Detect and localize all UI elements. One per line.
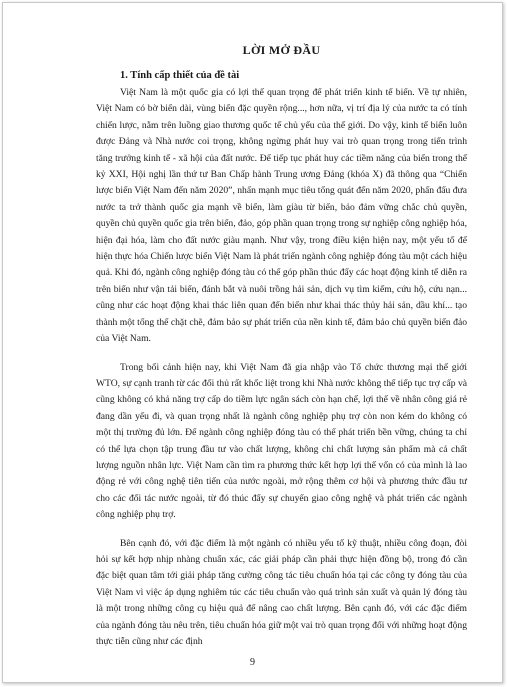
document-page [2,2,503,683]
section-heading: 1. Tính cấp thiết của đề tài [120,70,240,81]
paragraph-3: Bên cạnh đó, với đặc điểm là một ngành có nhiều yếu tố kỹ thuật, nhiều công đoạn, đòi hỏi sự kết hợp nhịp nhàng chuẩn xác, các giải pháp cần phải thực hiện đồng bộ, trong đó cần đặc biệt quan tâm tới giải pháp tăng cường công tác tiêu chuẩn hóa tại các công ty đóng tàu của Việt Nam vì việc áp dụng nghiêm túc các tiêu chuẩn vào quá trình sản xuất và quản lý đóng tàu là một trong những công cụ hiệu quả để nâng cao chất lượng. Bên cạnh đó, với các đặc điểm của ngành đóng tàu nêu trên, tiêu chuẩn hóa giữ một vai trò quan trọng đối với những hoạt động thực tiễn cũng như các định [96,537,467,647]
page-title: LỜI MỞ ĐẦU [242,43,321,57]
paragraph-1: Việt Nam là một quốc gia có lợi thế quan trọng để phát triển kinh tế biển. Về tự nhiên, Việt Nam có bờ biển dài, vùng biển đặc quyền rộng..., hơn nữa, vị trí địa lý của nước ta có tính chiến lược, nằm trên luồng giao thương quốc tế chủ yếu của thế giới. Do vậy, kinh tế biển luôn được Đảng và Nhà nước coi trọng, không ngừng phát huy vai trò quan trọng trong tiến trình tăng trưởng kinh tế - xã hội của đất nước. Để tiếp tục phát huy các tiềm năng của biển trong thế kỷ XXI, Hội nghị lần thứ tư Ban Chấp hành Trung ương Đảng (khóa X) đã thông qua “Chiến lược biển Việt Nam đến năm 2020”, nhấn mạnh mục tiêu tổng quát đến năm 2020, phấn đấu đưa nước ta trở thành quốc gia mạnh về biển, làm giàu từ biển, bảo đảm vững chắc chủ quyền, quyền chủ quyền quốc gia trên biển, đảo, góp phần quan trọng trong sự nghiệp công nghiệp hóa, hiện đại hóa, làm cho đất nước giàu mạnh. Như vậy, trong điều kiện hiện nay, một yếu tố để hiện thực hóa Chiến lược biển Việt Nam là phát triển ngành công nghiệp đóng tàu một cách hiệu quả. Khi đó, ngành công nghiệp đóng tàu có thể góp phần thúc đẩy các hoạt động kinh tế diễn ra trên biển như vận tải biển, đánh bắt và nuôi trồng hải sản, dịch vụ tìm kiếm, cứu hộ, cứu nạn... cũng như các hoạt động khai thác liên quan đến biển như khai thác thủy hải sản, dầu khí... tạo thành một tổng thể chặt chẽ, đảm bảo sự phát triển của nền kinh tế, đảm bảo chủ quyền biển đảo của Việt Nam. [96,87,467,345]
paragraph-2: Trong bối cảnh hiện nay, khi Việt Nam đã gia nhập vào Tổ chức thương mại thế giới WTO, sự cạnh tranh từ các đối thủ rất khốc liệt trong khi Nhà nước không thể tiếp tục trợ cấp và cũng không có khả năng trợ cấp do tiềm lực ngân sách còn hạn chế, lợi thế về nhân công giá rẻ đang dần yếu đi, và quan trọng nhất là ngành công nghiệp phụ trợ còn non kém do không có một thị trường đủ lớn. Để ngành công nghiệp đóng tàu có thể phát triển bền vững, chúng ta chỉ có thể lựa chọn tập trung đầu tư vào chất lượng, không chỉ chất lượng sản phẩm mà cả chất lượng nguồn nhân lực. Việt Nam cần tìm ra phương thức kết hợp lợi thế vốn có của mình là lao động rẻ với công nghệ tiên tiến của nước ngoài, mở rộng thêm cơ hội và phương thức đầu tư cho các đối tác nước ngoài, từ đó thúc đẩy sự chuyển giao công nghệ và phát triển các ngành công nghiệp phụ trợ. [96,361,467,521]
page-content [96,43,467,662]
page-number: 9 [250,657,255,668]
